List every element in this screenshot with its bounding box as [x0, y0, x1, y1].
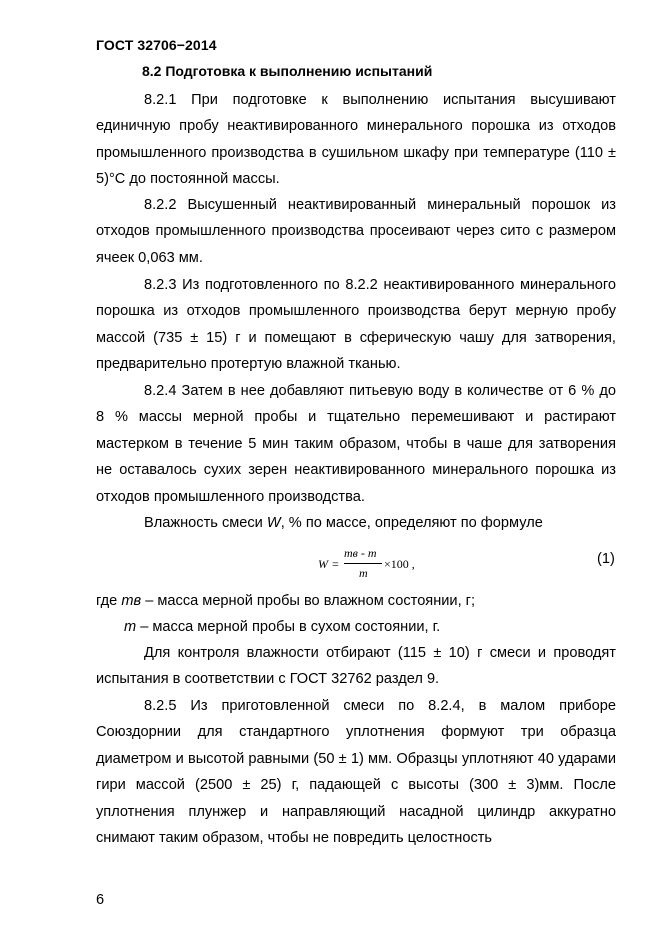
variable-w: W [266, 515, 281, 531]
where-line-dry-mass [124, 614, 440, 640]
formula-numerator: mв - m [344, 546, 377, 560]
section-title: 8.2 Подготовка к выполнению испытаний [142, 63, 433, 79]
paragraph-text: 8.2.4 Затем в нее добавляют питьевую воду в количестве от 6 % до 8 % массы мерной пробы и тщательно перемешивают и растирают мастерком в течение 5 мин таким образом, чтобы в чаше для затворения не оставалось сухих зерен неактивированного минерального порошка из отходов промышленного производства. [96, 383, 616, 505]
where-line-wet-mass [96, 588, 475, 614]
paragraph-text: 8.2.2 Высушенный неактивированный минеральный порошок из отходов промышленного производства просеивают через сито с размером ячеек 0,063 мм. [96, 197, 616, 266]
formula-lhs: W [318, 557, 328, 571]
page-number: 6 [96, 892, 105, 908]
paragraph-text: 8.2.3 Из подготовленного по 8.2.2 неактивированного минерального порошка из отходов промышленного производства берут мерную пробу массой (735 ± 15) г и помещают в сферическую чашу для затворения, предварительно протертую влажной тканью. [96, 277, 616, 373]
paragraph-8-2-2 [96, 192, 616, 271]
variable-m: m [124, 619, 137, 635]
formula-number: (1) [597, 551, 615, 567]
formula-equals: = [332, 557, 339, 571]
formula-denominator: m [359, 566, 368, 580]
paragraph-8-2-5 [96, 693, 616, 851]
fraction-bar [344, 563, 382, 564]
text-fragment: где [96, 593, 122, 609]
paragraph-text: 8.2.5 Из приготовленной смеси по 8.2.4, в малом приборе Союздорнии для стандартного уплотнения формуют три образца диаметром и высотой равными (50 ± 1) мм. Образцы уплотняют 40 ударами гири массой (2500 ± 25) г, падающей с высоты (300 ± 3)мм. После уплотнения плунжер и направляющий насадной цилиндр аккуратно снимают таким образом, чтобы не повредить целостность [96, 698, 616, 847]
formula-multiplier: ×100 , [384, 557, 415, 571]
text-fragment: – масса мерной пробы во влажном состоянии, г; [141, 593, 476, 609]
paragraph-text: 8.2.1 При подготовке к выполнению испытания высушивают единичную пробу неактивированного минерального порошка из отходов промышленного производства в сушильном шкафу при температуре (110 ± 5)°С до постоянной массы. [96, 92, 616, 188]
document-standard-header: ГОСТ 32706−2014 [96, 37, 217, 53]
paragraph-text [96, 510, 616, 536]
paragraph-8-2-1 [96, 87, 616, 193]
paragraph-text: Для контроля влажности отбирают (115 ± 10) г смеси и проводят испытания в соответствии с ГОСТ 32762 раздел 9. [96, 645, 616, 688]
paragraph-moisture-intro [96, 510, 616, 536]
text-fragment: – масса мерной пробы в сухом состоянии, г. [136, 619, 441, 635]
paragraph-moisture-control [96, 640, 616, 693]
variable-m-wet: mв [121, 593, 142, 609]
text-fragment: Влажность смеси [144, 515, 267, 531]
paragraph-8-2-3 [96, 272, 616, 378]
moisture-formula [318, 546, 438, 582]
text-fragment: , % по массе, определяют по формуле [280, 515, 543, 531]
paragraph-8-2-4 [96, 378, 616, 510]
